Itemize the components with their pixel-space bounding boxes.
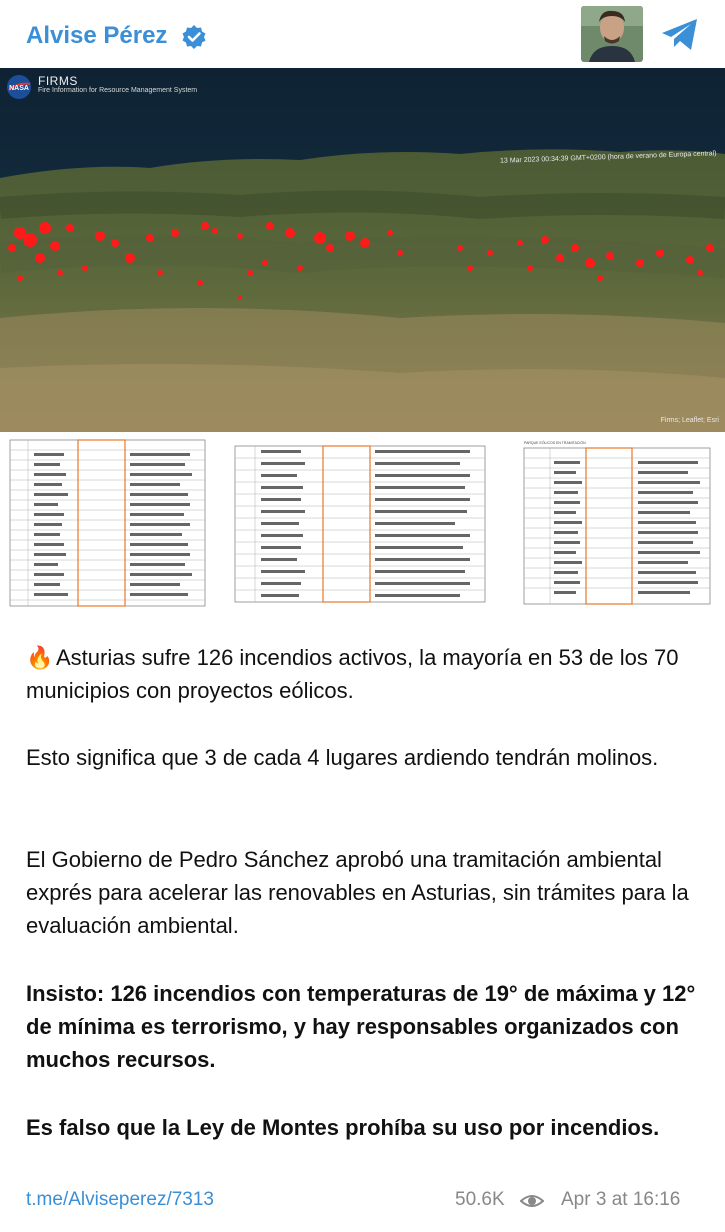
post-paragraph-3: El Gobierno de Pedro Sánchez aprobó una tramitación ambiental exprés para acelerar las renovables en Asturias, sin trámites para la evaluación ambiental.	[26, 847, 689, 938]
firms-subtitle: Fire Information for Resource Management System	[38, 87, 198, 94]
post-time: Apr 3 at 16:16	[561, 1189, 681, 1210]
avatar[interactable]	[581, 6, 643, 62]
post-paragraph-5: Es falso que la Ley de Montes prohíba su uso por incendios.	[26, 1115, 660, 1140]
svg-text:NASA: NASA	[9, 85, 29, 92]
post-paragraph-1-text: Asturias sufre 126 incendios activos, la mayoría en 53 de los 70 municipios con proyectos eólicos.	[26, 645, 679, 703]
firms-title: FIRMS	[38, 74, 78, 88]
map-credit: Firms; Leaflet; Esri	[660, 417, 719, 424]
map-timestamp: 13 Mar 2023 00:34:39 GMT+0200 (hora de verano de Europa central)	[499, 150, 717, 165]
eye-icon	[520, 1191, 544, 1211]
nasa-logo-icon	[6, 74, 32, 100]
telegram-share-icon[interactable]	[660, 17, 700, 53]
table-3	[524, 440, 710, 604]
post-paragraph-2: Esto significa que 3 de cada 4 lugares ardiendo tendrán molinos.	[26, 745, 659, 770]
table-1	[10, 440, 205, 606]
wind-projects-tables-image	[0, 432, 725, 612]
channel-name[interactable]: Alvise Pérez	[26, 22, 168, 49]
post-paragraph-1	[26, 641, 706, 707]
view-count: 50.6K	[455, 1189, 505, 1210]
table-2	[235, 446, 485, 602]
table-3-heading: PARQUE EÓLICOS EN TRAMITACIÓN	[524, 441, 586, 445]
post-link[interactable]: t.me/Alviseperez/7313	[26, 1189, 214, 1210]
fire-map-image	[0, 68, 725, 432]
post-paragraph-4: Insisto: 126 incendios con temperaturas de 19° de máxima y 12° de mínima es terrorismo, y hay responsables organizados con muchos recursos.	[26, 981, 696, 1072]
message-header	[0, 0, 725, 68]
fire-emoji: 🔥	[26, 645, 54, 670]
verified-badge-icon	[181, 24, 207, 50]
